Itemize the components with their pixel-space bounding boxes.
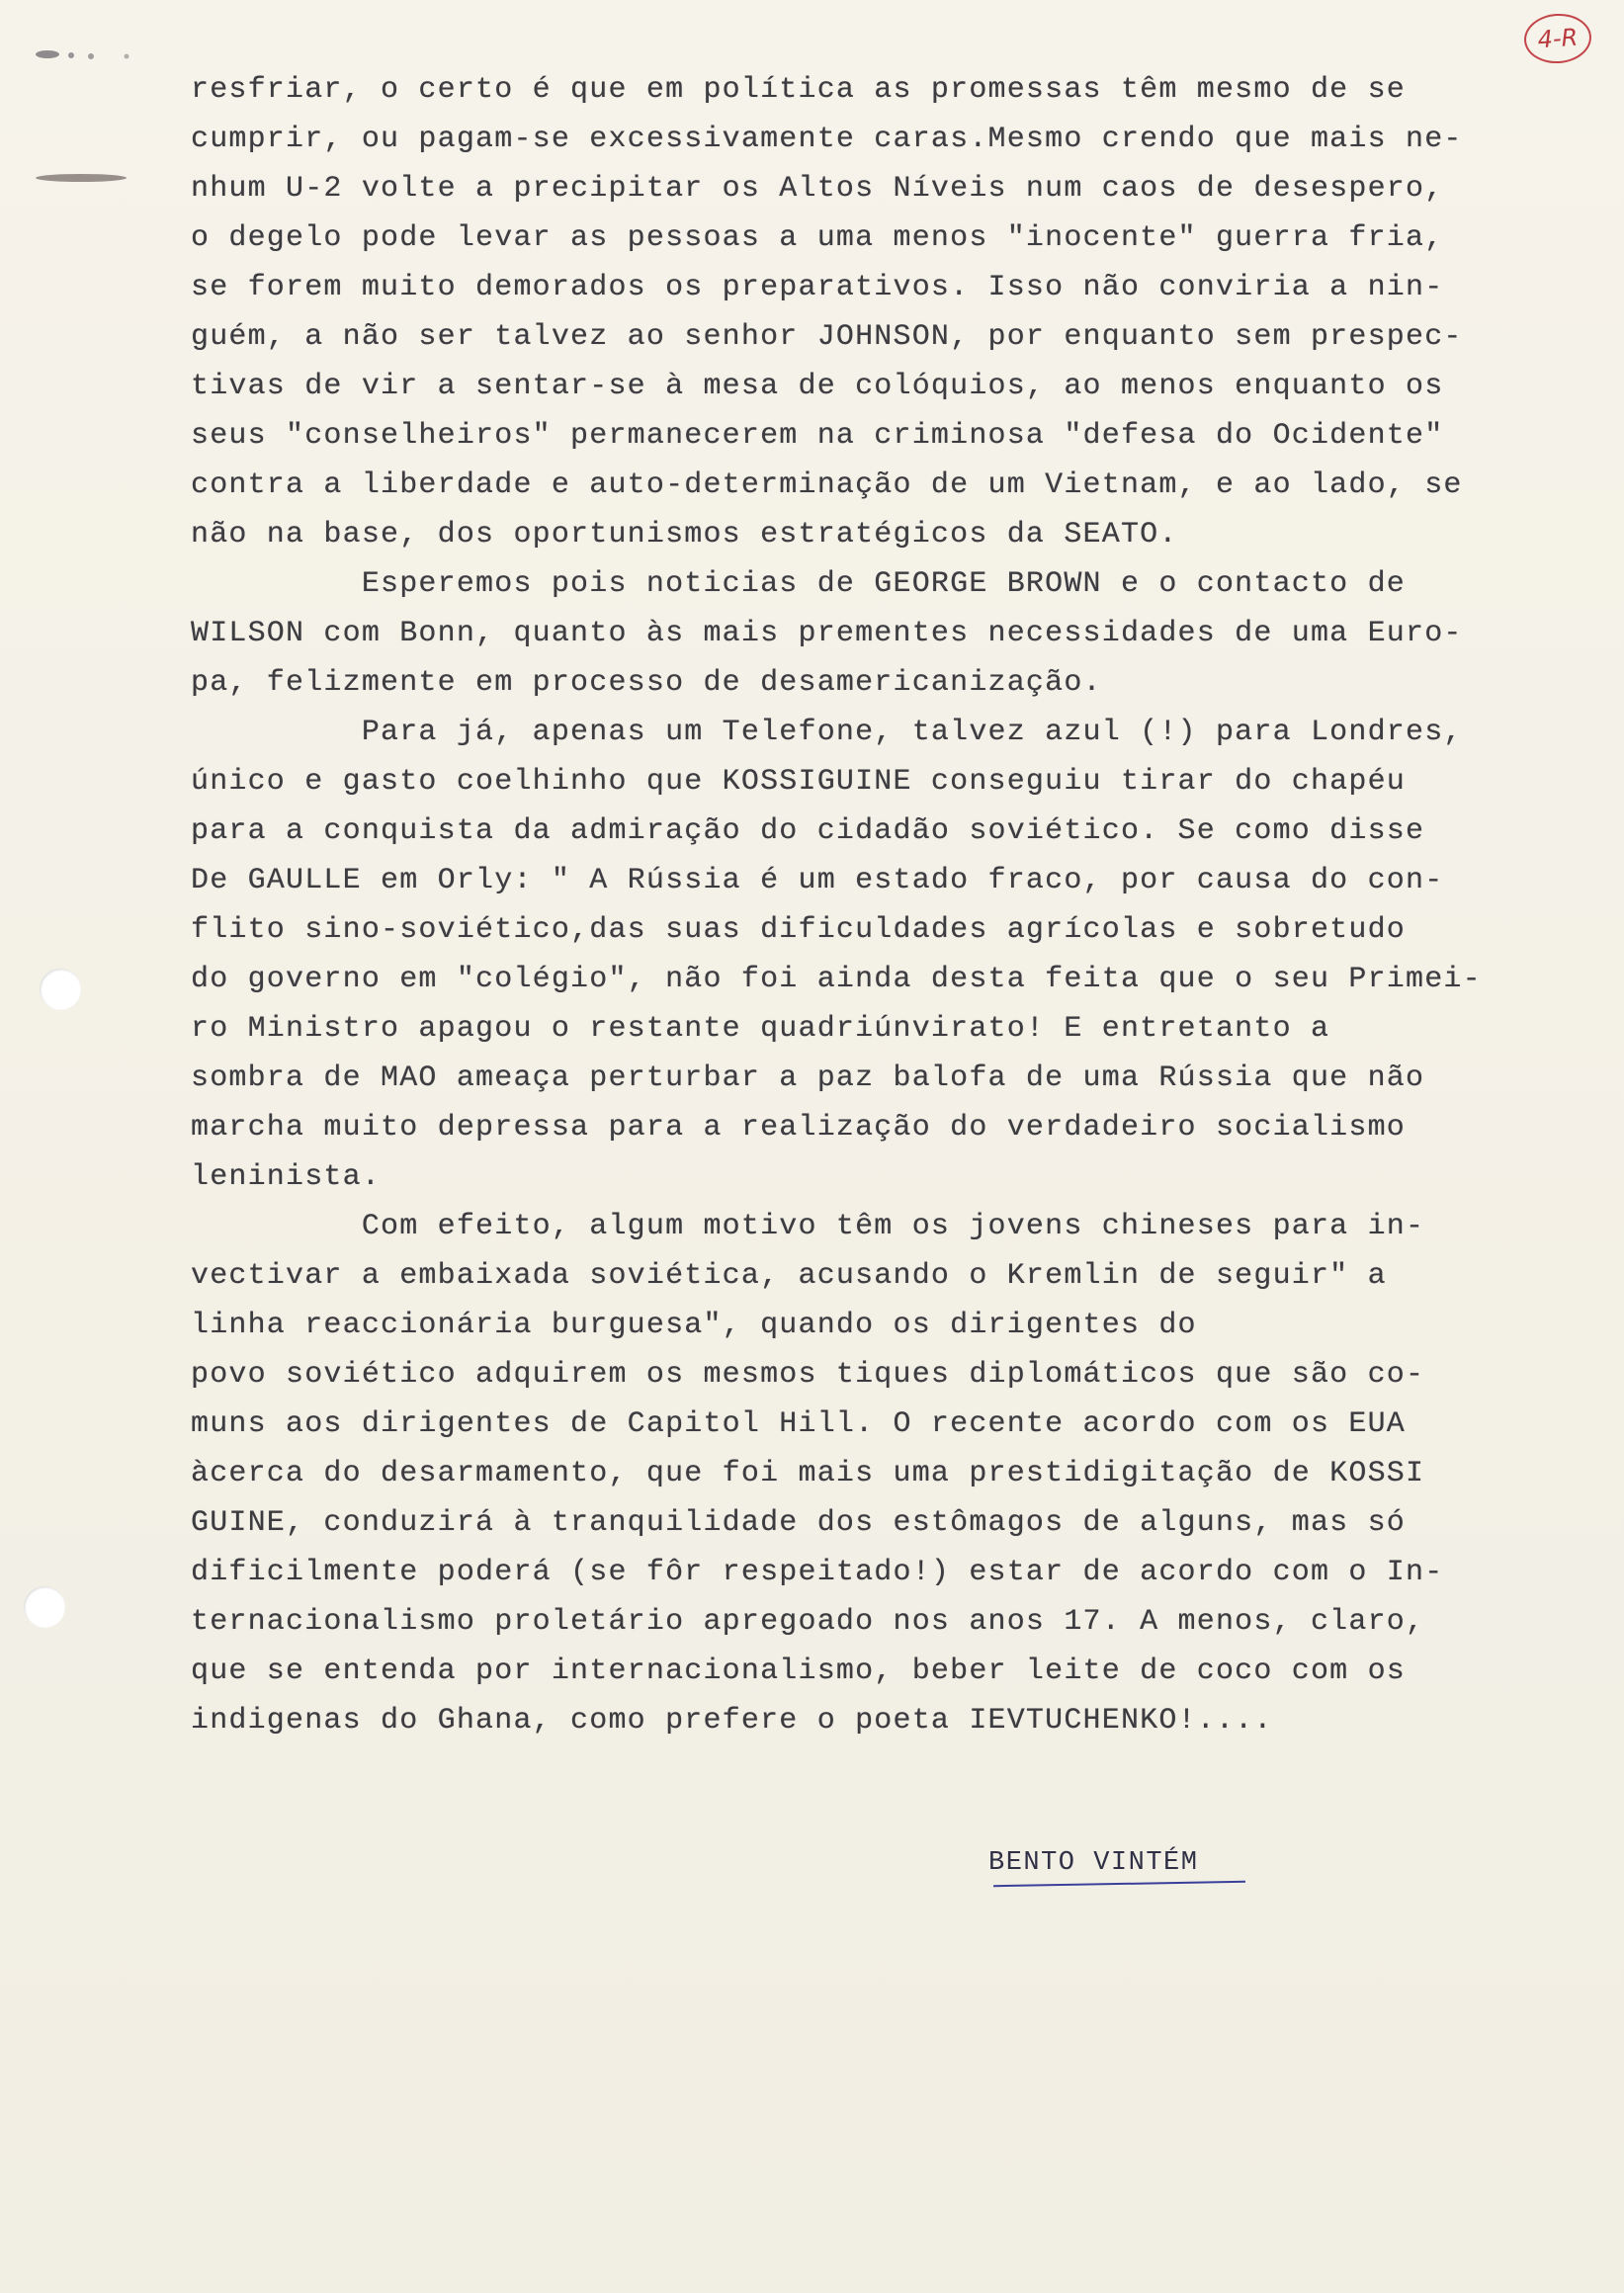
text-line: indigenas do Ghana, como prefere o poeta IEVTUCHENKO!.... [191,1704,1273,1738]
text-line: àcerca do desarmamento, que foi mais uma prestidigitação de KOSSI [191,1457,1425,1490]
text-line: seus "conselheiros" permanecerem na criminosa "defesa do Ocidente" [191,419,1444,453]
text-line: muns aos dirigentes de Capitol Hill. O recente acordo com os EUA [191,1407,1406,1441]
author-signature: BENTO VINTÉM [988,1848,1199,1878]
typed-body-text [191,65,1565,1745]
text-line: sombra de MAO ameaça perturbar a paz balofa de uma Rússia que não [191,1062,1425,1095]
text-line: para a conquista da admiração do cidadão soviético. Se como disse [191,814,1425,848]
text-line: contra a liberdade e auto-determinação de um Vietnam, e ao lado, se [191,468,1463,502]
page-number-stamp: 4-R [1522,12,1592,66]
text-line: se forem muito demorados os preparativos. Isso não conviria a nin- [191,271,1444,304]
text-line: GUINE, conduzirá à tranquilidade dos estômagos de alguns, mas só [191,1506,1406,1540]
text-line: vectivar a embaixada soviética, acusando o Kremlin de seguir" a [191,1259,1387,1293]
text-line: do governo em "colégio", não foi ainda desta feita que o seu Primei- [191,963,1482,996]
text-line: guém, a não ser talvez ao senhor JOHNSON, por enquanto sem prespec- [191,320,1463,354]
ink-smudge-mark [34,47,132,61]
text-line: único e gasto coelhinho que KOSSIGUINE conseguiu tirar do chapéu [191,765,1406,799]
text-line: Esperemos pois noticias de GEORGE BROWN e o contacto de [191,567,1406,601]
text-line: Com efeito, algum motivo têm os jovens chineses para in- [191,1210,1425,1243]
signature-underline [993,1881,1245,1887]
text-line: resfriar, o certo é que em política as promessas têm mesmo de se [191,73,1406,107]
ink-smudge-mark [32,168,130,188]
punch-hole [24,1586,65,1628]
text-line: ro Ministro apagou o restante quadriúnvirato! E entretanto a [191,1012,1330,1046]
text-line: não na base, dos oportunismos estratégicos da SEATO. [191,518,1178,552]
text-line: linha reaccionária burguesa", quando os dirigentes do [191,1309,1197,1342]
text-line: WILSON com Bonn, quanto às mais prementes necessidades de uma Euro- [191,617,1463,650]
text-line: o degelo pode levar as pessoas a uma menos "inocente" guerra fria, [191,221,1444,255]
text-line: De GAULLE em Orly: " A Rússia é um estado fraco, por causa do con- [191,864,1444,897]
text-line: ternacionalismo proletário apregoado nos anos 17. A menos, claro, [191,1605,1425,1639]
text-line: que se entenda por internacionalismo, beber leite de coco com os [191,1655,1406,1688]
text-line: tivas de vir a sentar-se à mesa de colóquios, ao menos enquanto os [191,370,1444,403]
text-line: marcha muito depressa para a realização do verdadeiro socialismo [191,1111,1406,1145]
text-line: dificilmente poderá (se fôr respeitado!) estar de acordo com o In- [191,1556,1444,1589]
text-line: pa, felizmente em processo de desamericanização. [191,666,1102,700]
text-line: Para já, apenas um Telefone, talvez azul (!) para Londres, [191,716,1463,749]
text-line: cumprir, ou pagam-se excessivamente caras.Mesmo crendo que mais ne- [191,123,1463,156]
text-line: povo soviético adquirem os mesmos tiques diplomáticos que são co- [191,1358,1425,1392]
punch-hole [40,969,81,1010]
text-line: nhum U-2 volte a precipitar os Altos Níveis num caos de desespero, [191,172,1444,206]
text-line: leninista. [191,1160,382,1194]
text-line: flito sino-soviético,das suas dificuldades agrícolas e sobretudo [191,913,1406,947]
